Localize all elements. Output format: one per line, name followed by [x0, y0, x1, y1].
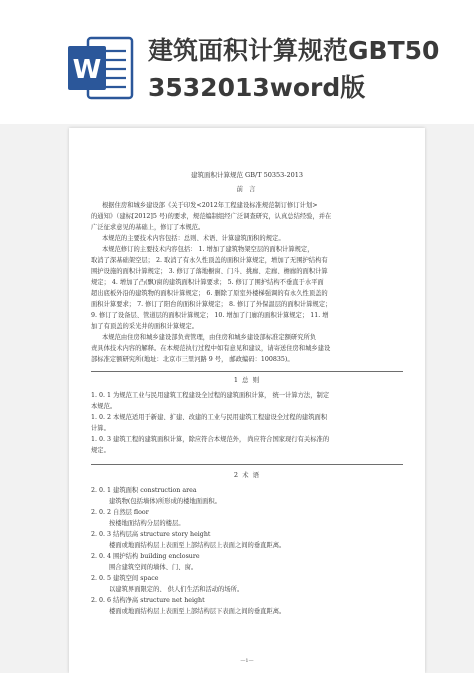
page-number: —1—	[240, 658, 254, 664]
preface-heading: 前 言	[236, 185, 258, 193]
text-line: 2. 0. 3 结构层高 structure story height	[91, 531, 211, 538]
text-line: 超出底板外沿的建筑物的面积计算规定； 6. 删除了原室外楼梯强调的有永久性顶盖的	[91, 290, 328, 297]
text-line: 2. 0. 6 结构净高 structure net height	[91, 597, 205, 604]
text-line: 1. 0. 2 本规范适用于新建、扩建、改建的工业与民用建筑工程建设全过程的建筑面积	[91, 414, 328, 421]
text-line: 1. 0. 3 建筑工程的建筑面积计算，除应符合本规范外， 尚应符合国家现行有关标准的	[91, 436, 330, 443]
text-line: 根据住房和城乡建设部《关于印发<2012年工程建设标准规范制订修订计划>	[102, 202, 318, 209]
title-line-1: 建筑面积计算规范GBT50	[148, 36, 440, 65]
text-line: 的通知》（建标[2012]5 号)的要求，规范编制组经广泛调查研究，认真总结经验，并在	[91, 213, 332, 220]
text-line: 面积计算要求； 7. 修订了阳台的面积计算规定； 8. 修订了外保温层的面积计算规定；	[91, 301, 332, 308]
page-header	[0, 0, 474, 124]
text-line: 规定； 4. 增加了凸(飘)窗的建筑面积计算要求； 5. 修订了围护结构不垂直于水平面	[91, 279, 324, 286]
text-line: 以建筑界面限定的、 供人们生活和活动的场所。	[109, 586, 244, 593]
text-line: 2. 0. 1 建筑面积 construction area	[91, 487, 197, 494]
chapter-2-heading: 2 术 语	[233, 471, 261, 479]
text-line: 楼面或地面结构层上表面至上部结构层上表面之间的垂直距离。	[109, 542, 286, 549]
text-line: 本规范的主要技术内容包括：总则、术语、计算建筑面积的规定。	[102, 235, 285, 242]
svg-text:W: W	[72, 55, 102, 85]
text-line: 2. 0. 2 自然层 floor	[91, 509, 149, 516]
text-line: 加了有顶盖的采光井的面积计算规定。	[91, 323, 199, 330]
word-document-icon	[66, 33, 136, 103]
chapter-1-heading: 1 总 则	[233, 376, 261, 384]
section-divider	[91, 464, 403, 465]
text-line: 广泛征求意见的基础上，修订了本规范。	[91, 224, 205, 231]
title-line-2: 3532013word版	[148, 73, 366, 102]
text-line: 计算。	[91, 425, 110, 432]
text-line: 本规范由住房和城乡建设部负责管理，由住房和城乡建设部标准定额研究所负	[102, 334, 317, 341]
text-line: 建筑物(包括墙体)所形成的楼地面面积。	[109, 498, 221, 505]
text-line: 围护设施的面积计算规定； 3. 修订了落地橱窗、门斗、挑廊、走廊、檐廊的面积计算	[91, 268, 328, 275]
text-line: 取消了深基础架空层； 2. 取消了有永久性顶盖的面积计算规定，增加了无围护结构有	[91, 257, 328, 264]
text-line: 本规范修订的主要技术内容包括： 1. 增加了建筑物架空层的面积计算规定，	[102, 246, 314, 253]
document-preview	[69, 128, 425, 673]
text-line: 本规范。	[91, 403, 117, 410]
text-line: 2. 0. 5 建筑空间 space	[91, 575, 159, 582]
text-line: 按楼地面结构分层的楼层。	[109, 520, 185, 527]
text-line: 部标准定额研究所(地址：北京市三里河路 9 号， 邮政编码：100835)。	[91, 356, 294, 363]
section-divider	[91, 371, 403, 372]
text-line: 1. 0. 1 为规范工业与民用建筑工程建设全过程的建筑面积计算， 统一计算方法，制定	[91, 392, 330, 399]
text-line: 9. 修订了设备层、管道层的面积计算规定； 10. 增加了门廊的面积计算规定； 11. 增	[91, 312, 329, 319]
text-line: 楼面或地面结构层上表面至上部结构层下表面之间的垂直距离。	[109, 608, 286, 615]
text-line: 规定。	[91, 447, 110, 454]
running-title: 建筑面积计算规范 GB/T 50353-2013	[190, 171, 304, 179]
text-line: 责具体技术内容的解释。在本规范执行过程中如有意见和建议，请寄送住房和城乡建设	[91, 345, 331, 352]
text-line: 2. 0. 4 围护结构 building enclosure	[91, 553, 200, 560]
text-line: 围合建筑空间的墙体、门、窗。	[109, 564, 198, 571]
document-title[interactable]	[148, 32, 458, 106]
